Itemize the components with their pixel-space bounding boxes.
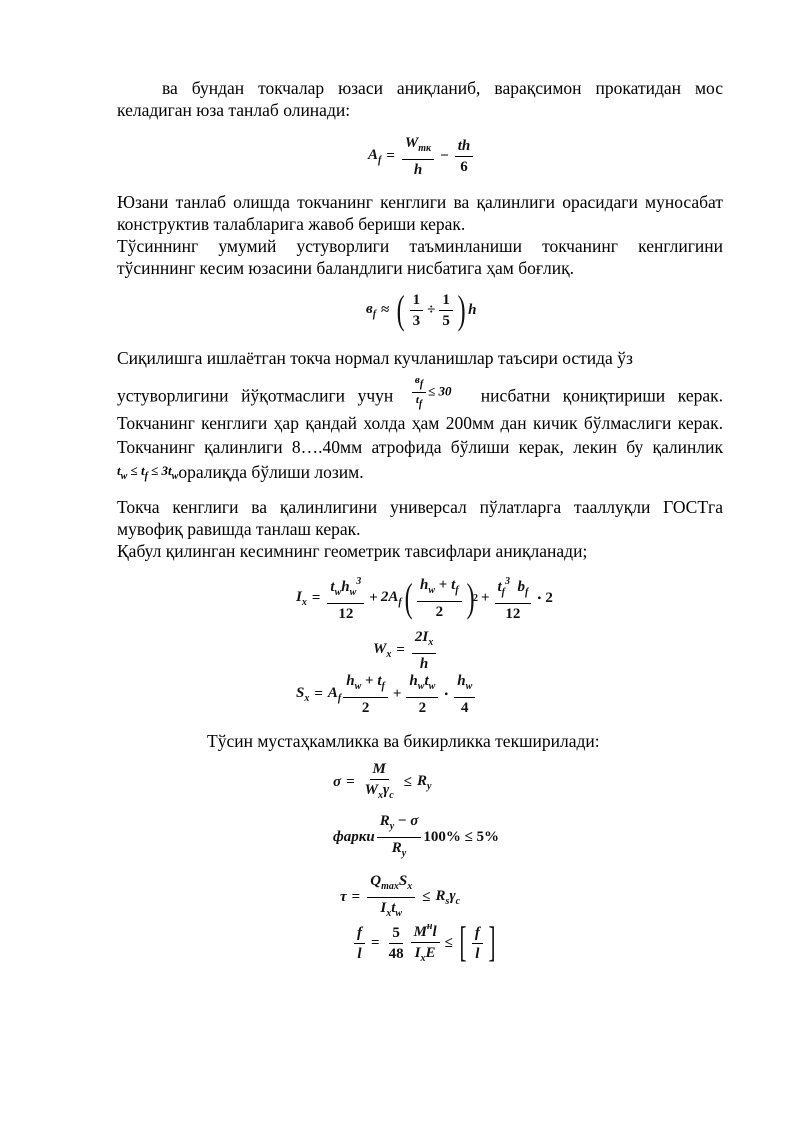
formula-static-moment: $S_x$ = $A_f$ $\frac{h_w + t_f}{2}$ + $\frac{h_wt_w}{2}$ ⋅ $\frac{h_w}{4}$ xyxy=(296,672,477,717)
paragraph-check xyxy=(207,730,600,752)
inline-formula-thickness: $t_w \le t_f \le 3t_w$ xyxy=(117,463,179,482)
formula-flange-area: $A_f$ = $\frac{W_{тк}}{h}$ − $\frac{th}{6}$ xyxy=(368,134,475,179)
paragraph-text: Қабул қилинган кесимнинг геометрик тавсифлари аниқланади; xyxy=(117,541,588,561)
paragraph-text: устуворлигини йўқотмаслиги учун $\frac{вf}{tf}$ ≤ 30 нисбатни қониқтириши керак. Токчанинг кенглиги ҳар қандай холда ҳам 200мм дан кичик бўлмаслиги керак. Токчанинг қалинлиги 8….40мм атрофида бўлиши керак, лекин бу қалинлик $t_w \le t_f$ ≤ $3t_wоралиқда$ бўлиши лозим. xyxy=(117,374,723,489)
inline-formula-ratio: $\frac{вf}{tf}$ ≤ 30 xyxy=(410,374,452,411)
paragraph-text: Токча кенглиги ва қалинлигини универсал пўлатларга тааллуқли ГОСТга мувофиқ равишда танлаш керак. xyxy=(117,497,723,539)
formula-shear-stress: τ = $\frac{Q_{max}S_x}{I_xt_w}$ ≤ $R_s\gamma_c$ xyxy=(340,873,461,919)
paragraph-text: Сиқилишга ишлаётган токча нормал кучланишлар таъсири остида ўз xyxy=(117,348,633,368)
paragraph-flange-requirements xyxy=(117,191,723,279)
paragraph-text: Юзани танлаб олишда токчанинг кенглиги ва қалинлиги орасидаги муносабат конструктив талабларига жавоб бериши керак. xyxy=(117,192,723,234)
formula-normal-stress: σ = $\frac{M}{W_x\gamma_c}$ ≤ $R_y$ xyxy=(333,761,432,801)
paragraph-text: ва бундан токчалар юзаси аниқланиб, варақсимон прокатидан мос келадиган юза танлаб олинади: xyxy=(117,78,723,120)
formula-section-modulus: $W_x$ = $\frac{2I_x}{h}$ xyxy=(373,628,438,673)
formula-difference: фарки $\frac{R_y - \sigma}{R_y}$ 100% ≤ 5% xyxy=(333,813,500,859)
formula-deflection: $\frac{f}{l}$ = $\frac{5}{48}$ $\frac{M^нl}{I_xE}$ ≤ [ $\frac{f}{l}$ ] xyxy=(352,918,499,968)
paragraph-text: Тўсиннинг умумий устуворлиги таъминланиши токчанинг кенглигини тўсиннинг кесим юзасини баландлиги нисбатига ҳам боғлиқ. xyxy=(117,236,723,278)
paragraph-area-selection xyxy=(117,77,723,121)
formula-flange-width: $в_f$ ≈ ( $\frac{1}{3}$ ÷ $\frac{1}{5}$ ) h xyxy=(366,287,477,332)
paragraph-gost xyxy=(117,496,723,562)
formula-moment-of-inertia: $I_x$ = $\frac{t_wh_w^3}{12}$ + $2A_f$ ( $\frac{h_w + t_f}{2}$ ) 2 + $\frac{t_f^3 b_f}{12}$ ⋅ 2 xyxy=(296,575,553,622)
paragraph-flange-stability xyxy=(117,346,723,489)
paragraph-text: Тўсин мустаҳкамликка ва бикирликка текширилади: xyxy=(207,731,600,751)
